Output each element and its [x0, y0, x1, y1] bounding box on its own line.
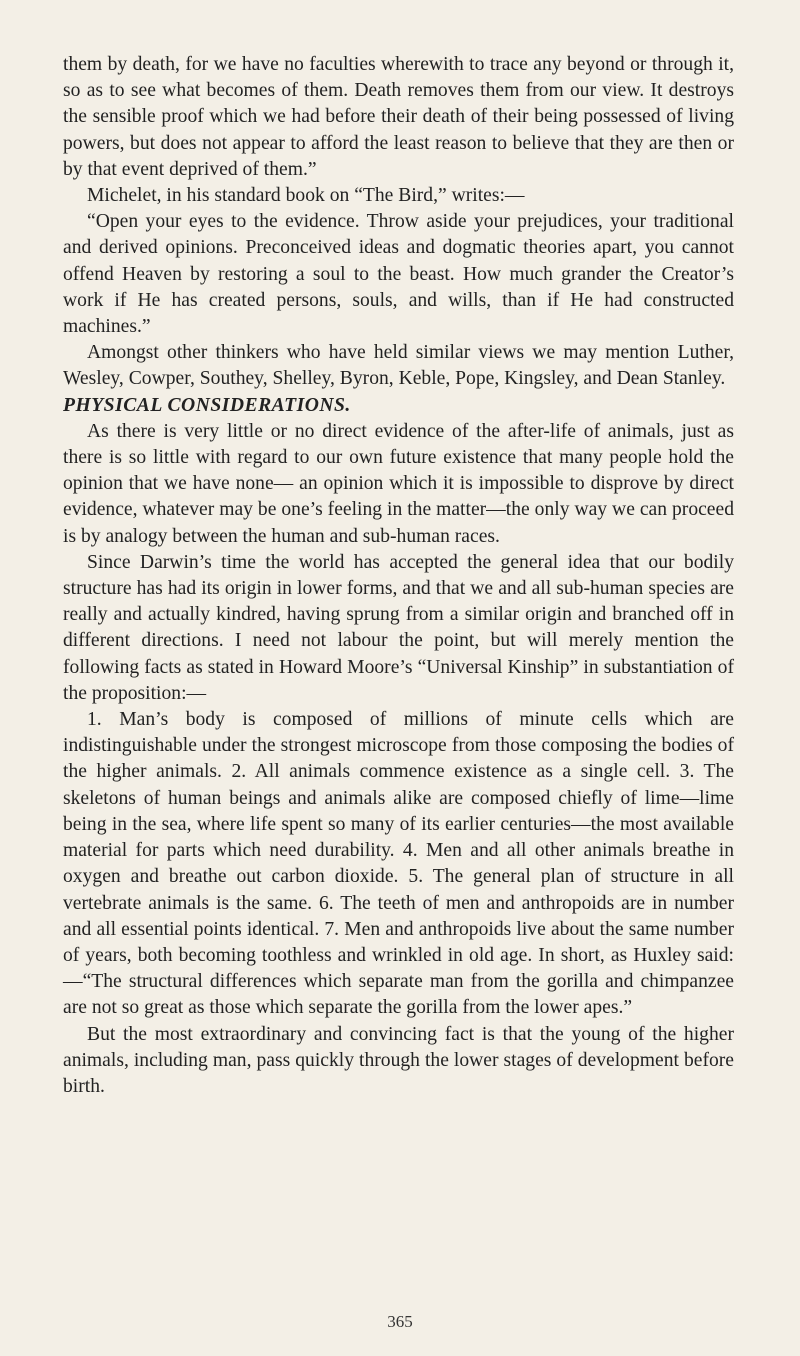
- body-text: [63, 52, 734, 1100]
- section-heading: PHYSICAL CONSIDERATIONS.: [63, 394, 351, 416]
- paragraph-michelet-quote: “Open your eyes to the evidence. Throw aside your prejudices, your traditional and derived opinions. Preconceived ideas and dogmatic theories apart, you cannot offend Heaven by restoring a soul to the beast. How much grander the Creator’s work if He has created persons, souls, and wills, than if He had constructed machines.”: [63, 211, 734, 338]
- paragraph-darwin: Since Darwin’s time the world has accepted the general idea that our bodily structure has had its origin in lower forms, and that we and all sub-human species are really and actually kindred, having sprung from a similar origin and branched off in different directions. I need not labour the point, but will merely mention the following facts as stated in Howard Moore’s “Universal Kinship” in substantiation of the proposition:—: [63, 551, 734, 704]
- paragraph-michelet-intro: Michelet, in his standard book on “The Bird,” writes:—: [87, 185, 525, 207]
- paragraph-facts-list: 1. Man’s body is composed of millions of minute cells which are indistinguishable under the strongest microscope from those composing the bodies of the higher animals. 2. All animals commence existence as a single cell. 3. The skeletons of human beings and animals alike are composed chiefly of lime—lime being in the sea, where life spent so many of its earlier centuries—the most available material for parts which need durability. 4. Men and all other animals breathe in oxygen and breathe out carbon dioxide. 5. The general plan of structure in all vertebrate animals is the same. 6. The teeth of men and anthropoids are in number and all essential points identical. 7. Men and anthropoids live about the same number of years, both becoming toothless and wrinkled in old age. In short, as Huxley said:—“The structural differences which separate man from the gorilla and chimpanzee are not so great as those which separate the gorilla from the lower apes.”: [63, 709, 734, 1019]
- page-number: 365: [387, 1312, 413, 1331]
- paragraph-conclusion: But the most extraordinary and convincing fact is that the young of the higher animals, including man, pass quickly through the lower stages of development before birth.: [63, 1023, 734, 1097]
- paragraph-thinkers: Amongst other thinkers who have held similar views we may mention Luther, Wesley, Cowper, Southey, Shelley, Byron, Keble, Pope, Kingsley, and Dean Stanley.: [63, 342, 734, 390]
- paragraph-after-life: As there is very little or no direct evidence of the after-life of animals, just as there is so little with regard to our own future existence that many people hold the opinion that we have none— an opinion which it is impossible to disprove by direct evidence, whatever may be one’s feeling in the matter—the only way we can proceed is by analogy between the human and sub-human races.: [63, 420, 734, 547]
- paragraph-continued: them by death, for we have no faculties wherewith to trace any beyond or through it, so as to see what becomes of them. Death removes them from our view. It destroys the sensible proof which we had before their death of their being possessed of living powers, but does not appear to afford the least reason to believe that they are then or by that event deprived of them.”: [63, 54, 734, 180]
